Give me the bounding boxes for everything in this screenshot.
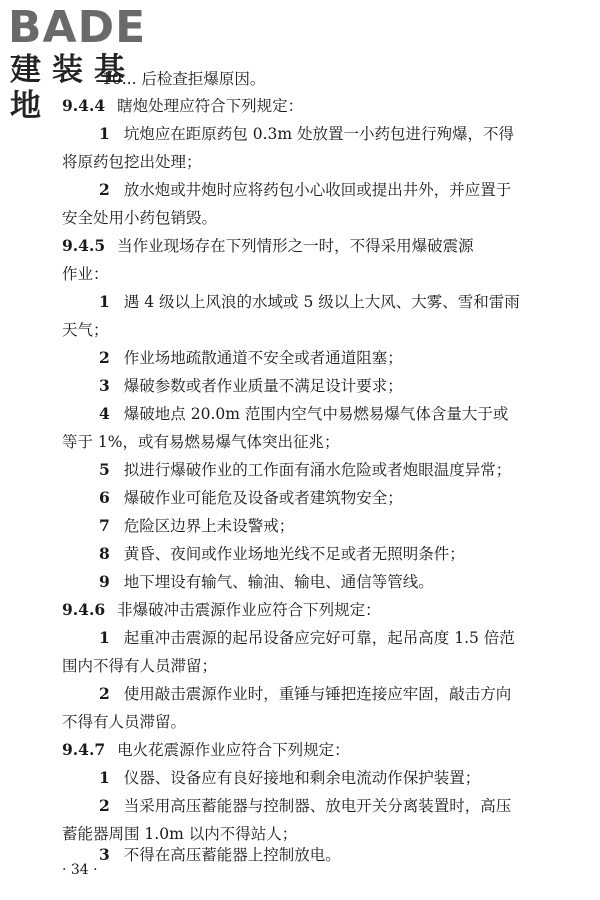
list-item: 4 爆破地点 20.0m 范围内空气中易燃易爆气体含量大于或 bbox=[99, 404, 509, 423]
list-item: 3 不得在高压蓄能器上控制放电。 bbox=[99, 845, 341, 864]
list-item: 7 危险区边界上未设警戒； bbox=[99, 516, 295, 535]
list-item: 1 仪器、设备应有良好接地和剩余电流动作保护装置； bbox=[99, 768, 481, 787]
list-item: 2 当采用高压蓄能器与控制器、放电开关分离装置时，高压 bbox=[99, 796, 512, 815]
list-item: 3 爆破参数或者作业质量不满足设计要求； bbox=[99, 376, 403, 395]
list-item: 1 起重冲击震源的起吊设备应完好可靠，起吊高度 1.5 倍范 bbox=[99, 628, 515, 647]
logo-text-cn: 建装基地 bbox=[10, 52, 136, 124]
text-line: 蓄能器周围 1.0m 以内不得站人； bbox=[62, 825, 298, 843]
list-item: 2 作业场地疏散通道不安全或者通道阻塞； bbox=[99, 348, 403, 367]
list-item: 1 坑炮应在距原药包 0.3m 处放置一小药包进行殉爆，不得 bbox=[99, 124, 515, 143]
clause-heading: 9.4.4 瞎炮处理应符合下列规定： bbox=[62, 96, 304, 115]
list-item: 5 拟进行爆破作业的工作面有涌水危险或者炮眼温度异常； bbox=[99, 460, 512, 479]
list-item: 8 黄昏、夜间或作业场地光线不足或者无照明条件； bbox=[99, 544, 465, 563]
text-line: 不得有人员滞留。 bbox=[62, 713, 187, 731]
text-line: 10... 后检查拒爆原因。 bbox=[102, 70, 266, 88]
text-line: 天气； bbox=[62, 321, 109, 339]
clause-heading: 9.4.5 当作业现场存在下列情形之一时，不得采用爆破震源 bbox=[62, 236, 474, 255]
list-item: 2 放水炮或井炮时应将药包小心收回或提出井外，并应置于 bbox=[99, 180, 512, 199]
list-item: 1 遇 4 级以上风浪的水域或 5 级以上大风、大雾、雪和雷雨 bbox=[99, 292, 520, 311]
logo-text-en: BADE bbox=[8, 2, 147, 53]
text-line: 作业： bbox=[62, 265, 109, 283]
clause-heading: 9.4.7 电火花震源作业应符合下列规定： bbox=[62, 740, 350, 759]
text-line: 安全处用小药包销毁。 bbox=[62, 209, 218, 227]
text-line: 等于 1%，或有易燃易爆气体突出征兆； bbox=[62, 433, 340, 451]
list-item: 9 地下埋设有输气、输油、输电、通信等管线。 bbox=[99, 572, 434, 591]
text-line: 将原药包挖出处理； bbox=[62, 153, 202, 171]
text-line: 围内不得有人员滞留； bbox=[62, 657, 218, 675]
list-item: 6 爆破作业可能危及设备或者建筑物安全； bbox=[99, 488, 403, 507]
page-number: · 34 · bbox=[62, 862, 98, 878]
list-item: 2 使用敲击震源作业时，重锤与锤把连接应牢固，敲击方向 bbox=[99, 684, 512, 703]
clause-heading: 9.4.6 非爆破冲击震源作业应符合下列规定： bbox=[62, 600, 381, 619]
